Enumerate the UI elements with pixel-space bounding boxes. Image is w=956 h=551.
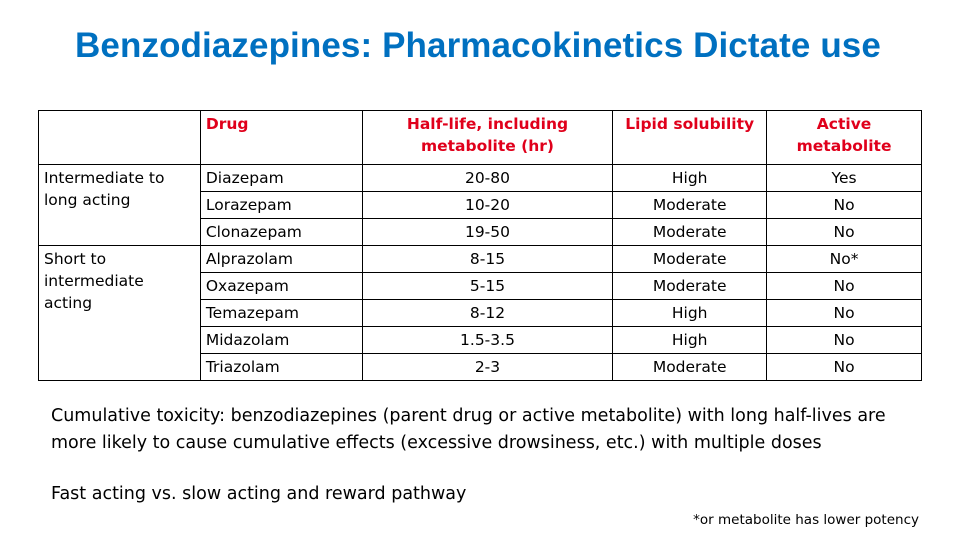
half-life-cell: 20-80 — [362, 165, 613, 192]
active-metabolite-cell: Yes — [767, 165, 922, 192]
cumulative-toxicity-note: Cumulative toxicity: benzodiazepines (parent drug or active metabolite) with long half-lives are more likely to cause cumulative effects (excessive drowsiness, etc.) with multiple doses — [51, 406, 886, 453]
footnote: *or metabolite has lower potency — [693, 512, 919, 528]
half-life-cell: 5-15 — [362, 273, 613, 300]
lipid-solubility-cell: Moderate — [613, 273, 767, 300]
benzodiazepine-table — [38, 110, 922, 381]
header-active-metabolite: Active metabolite — [767, 111, 922, 165]
lipid-solubility-cell: Moderate — [613, 219, 767, 246]
drug-name-cell: Diazepam — [200, 165, 362, 192]
drug-name-cell: Midazolam — [200, 327, 362, 354]
half-life-cell: 10-20 — [362, 192, 613, 219]
active-metabolite-cell: No* — [767, 246, 922, 273]
slide-title: Benzodiazepines: Pharmacokinetics Dictate use — [75, 26, 881, 65]
table-row — [39, 165, 922, 192]
drug-name-cell: Temazepam — [200, 300, 362, 327]
active-metabolite-cell: No — [767, 354, 922, 381]
table-body — [39, 165, 922, 381]
active-metabolite-cell: No — [767, 300, 922, 327]
group-label: Intermediate to long acting — [39, 165, 201, 246]
half-life-cell: 2-3 — [362, 354, 613, 381]
header-lipid-solubility: Lipid solubility — [613, 111, 767, 165]
drug-name-cell: Oxazepam — [200, 273, 362, 300]
lipid-solubility-cell: High — [613, 300, 767, 327]
half-life-cell: 8-12 — [362, 300, 613, 327]
table-row — [39, 246, 922, 273]
group-label: Short to intermediate acting — [39, 246, 201, 381]
half-life-cell: 1.5-3.5 — [362, 327, 613, 354]
active-metabolite-cell: No — [767, 273, 922, 300]
lipid-solubility-cell: Moderate — [613, 192, 767, 219]
lipid-solubility-cell: Moderate — [613, 246, 767, 273]
active-metabolite-cell: No — [767, 327, 922, 354]
lipid-solubility-cell: High — [613, 165, 767, 192]
lipid-solubility-cell: High — [613, 327, 767, 354]
table-header-row — [39, 111, 922, 165]
half-life-cell: 8-15 — [362, 246, 613, 273]
half-life-cell: 19-50 — [362, 219, 613, 246]
drug-name-cell: Clonazepam — [200, 219, 362, 246]
active-metabolite-cell: No — [767, 192, 922, 219]
active-metabolite-cell: No — [767, 219, 922, 246]
header-drug: Drug — [200, 111, 362, 165]
drug-name-cell: Triazolam — [200, 354, 362, 381]
drug-name-cell: Alprazolam — [200, 246, 362, 273]
header-group — [39, 111, 201, 165]
header-half-life: Half-life, including metabolite (hr) — [362, 111, 613, 165]
lipid-solubility-cell: Moderate — [613, 354, 767, 381]
drug-name-cell: Lorazepam — [200, 192, 362, 219]
fast-acting-note: Fast acting vs. slow acting and reward pathway — [51, 484, 467, 504]
